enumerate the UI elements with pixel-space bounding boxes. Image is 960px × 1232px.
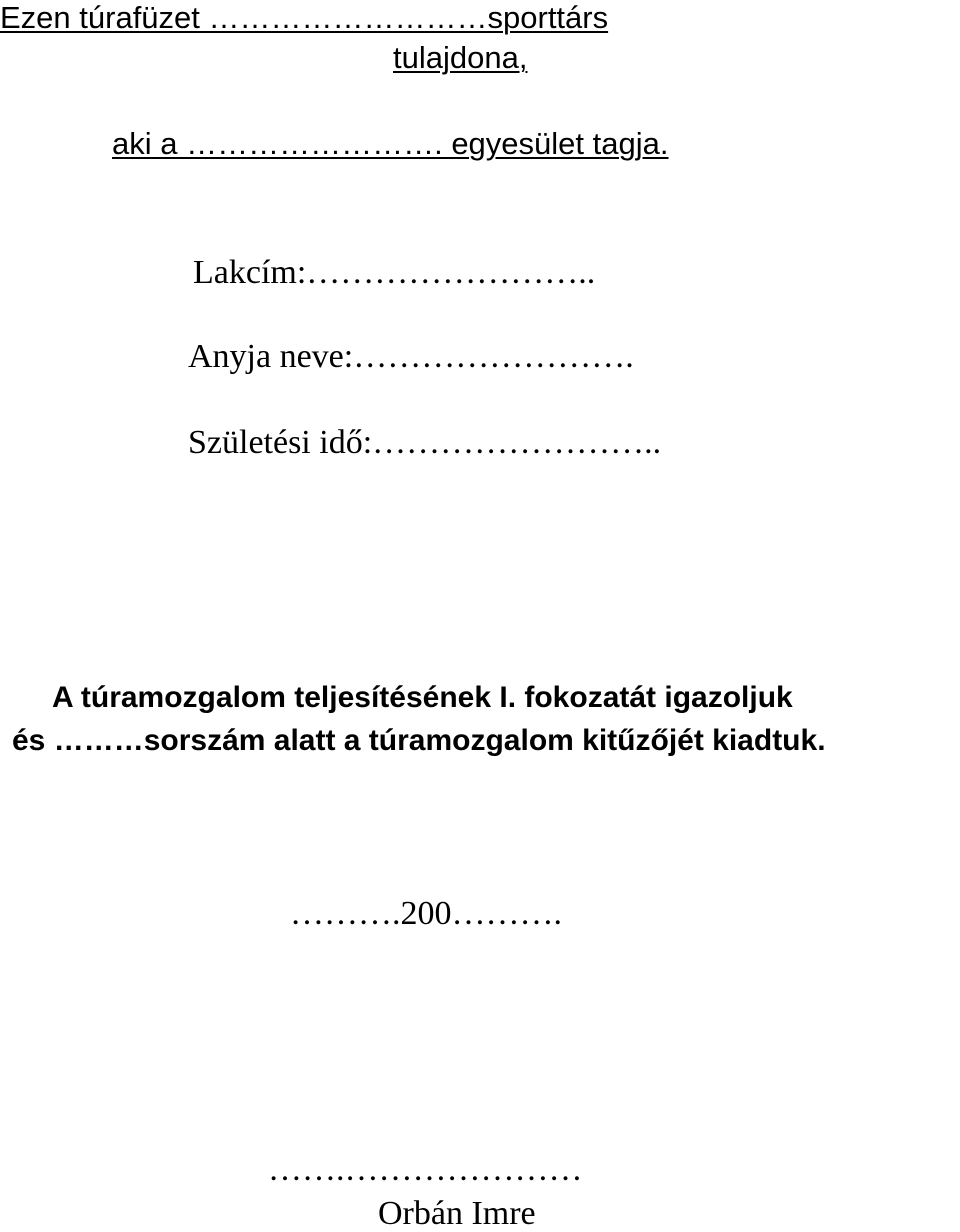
association-line: aki a ……………………. egyesület tagja.: [112, 126, 669, 161]
address-field: Lakcím:……………………..: [193, 254, 596, 291]
signature-line: …….…………………: [268, 1151, 583, 1188]
certification-line-1: A túramozgalom teljesítésének I. fokozatát igazoljuk: [52, 681, 793, 714]
owner-line: Ezen túrafüzet ………………………sporttárs: [0, 0, 609, 35]
certification-line-2: és ………sorszám alatt a túramozgalom kitűzőjét kiadtuk.: [12, 724, 826, 757]
owner-line-continuation: tulajdona,: [393, 40, 528, 75]
date-line: ……….200……….: [290, 895, 562, 932]
signatory-name: Orbán Imre: [378, 1195, 536, 1232]
mother-name-field: Anyja neve:…………………….: [188, 338, 634, 375]
birth-date-field: Születési idő:……………………..: [188, 424, 662, 461]
